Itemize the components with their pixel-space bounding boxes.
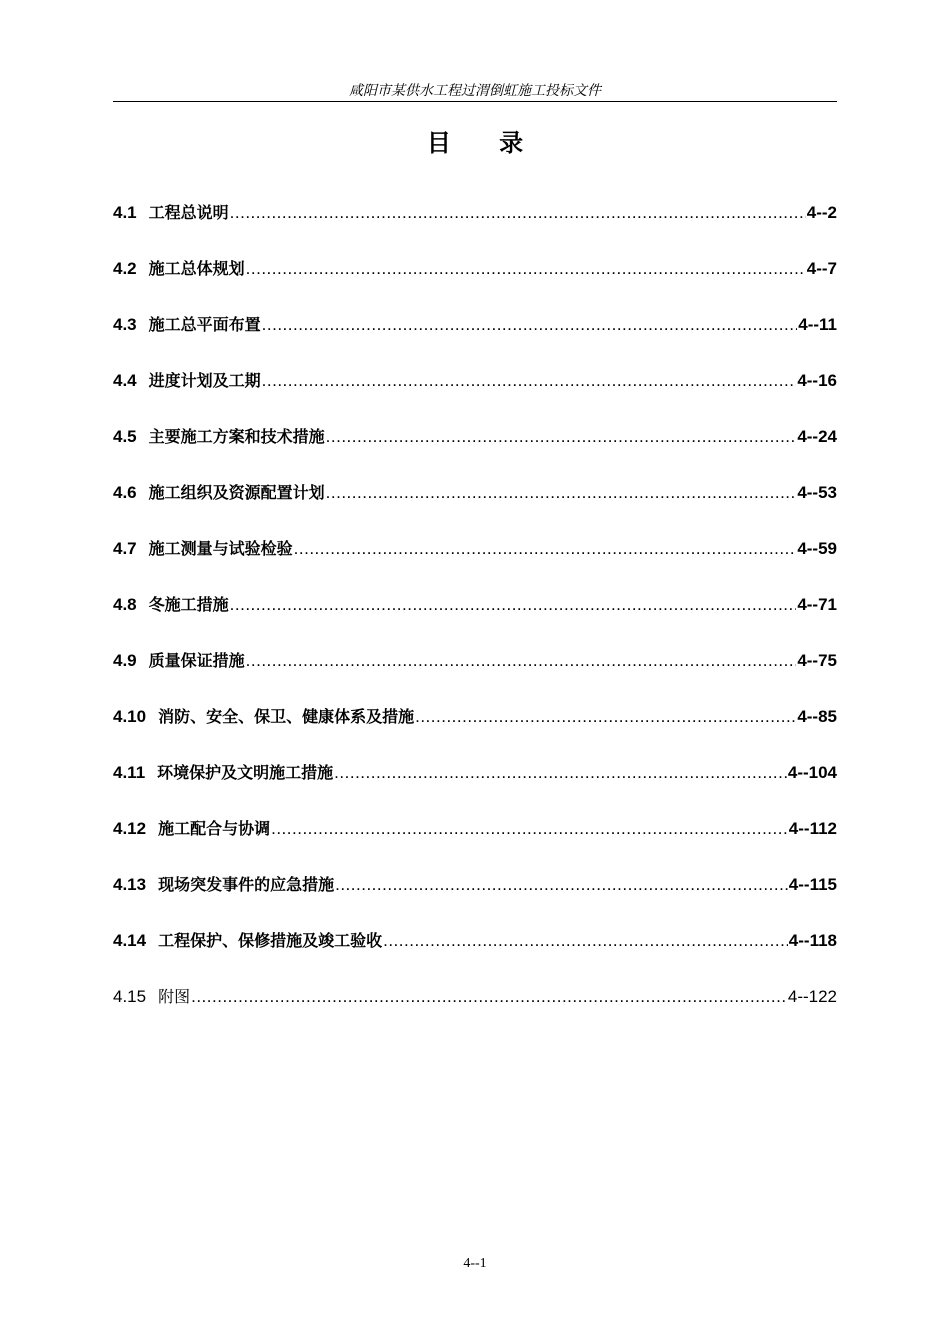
toc-entry-page: 4--24: [797, 427, 837, 446]
toc-entry-number: 4.13: [113, 875, 147, 894]
toc-entry[interactable]: [113, 984, 837, 1040]
toc-entry-number: 4.7: [113, 539, 137, 558]
toc-entry[interactable]: [113, 704, 837, 760]
toc-entry-number: 4.12: [113, 819, 147, 838]
toc-entry-number: 4.5: [113, 427, 137, 446]
toc-entry-title: 进度计划及工期: [148, 371, 261, 390]
toc-entry-number: 4.2: [113, 259, 137, 278]
toc-entry[interactable]: [113, 536, 837, 592]
toc-leader-dots: [271, 819, 788, 839]
toc-leader-dots: [191, 987, 787, 1007]
toc-leader-dots: [335, 875, 788, 895]
page-number: 4--1: [463, 1256, 487, 1271]
toc-entry-page: 4--85: [797, 707, 837, 726]
toc-entry[interactable]: [113, 424, 837, 480]
toc-entry-title: 工程保护、保修措施及竣工验收: [158, 931, 383, 950]
toc-entry-title: 消防、安全、保卫、健康体系及措施: [158, 707, 415, 726]
page-title: 目 录: [426, 129, 544, 157]
page-header: 咸阳市某供水工程过渭倒虹施工投标文件: [349, 83, 601, 99]
toc-entry-title: 施工总平面布置: [148, 315, 261, 334]
toc-entry[interactable]: [113, 256, 837, 312]
toc-leader-dots: [326, 483, 797, 503]
toc-entry-page: 4--16: [797, 371, 837, 390]
toc-entry-page: 4--122: [787, 987, 837, 1006]
toc-entry-page: 4--112: [788, 819, 837, 838]
toc-entry-number: 4.8: [113, 595, 137, 614]
toc-entry[interactable]: [113, 760, 837, 816]
toc-entry-page: 4--59: [797, 539, 837, 558]
toc-entry[interactable]: [113, 592, 837, 648]
toc-entry-title: 质量保证措施: [148, 651, 245, 670]
toc-entry-title: 现场突发事件的应急措施: [158, 875, 335, 894]
toc-entry[interactable]: [113, 648, 837, 704]
toc-entry-number: 4.15: [113, 987, 147, 1006]
table-of-contents: [113, 200, 837, 1040]
toc-entry-number: 4.3: [113, 315, 137, 334]
toc-entry-page: 4--104: [787, 763, 837, 782]
toc-leader-dots: [262, 315, 798, 335]
toc-entry-number: 4.11: [113, 763, 146, 782]
toc-leader-dots: [383, 931, 788, 951]
toc-entry[interactable]: [113, 200, 837, 256]
toc-entry-page: 4--53: [797, 483, 837, 502]
toc-entry-page: 4--2: [806, 203, 837, 222]
toc-leader-dots: [415, 707, 796, 727]
toc-leader-dots: [294, 539, 797, 559]
toc-entry-page: 4--118: [788, 931, 837, 950]
toc-entry-number: 4.1: [113, 203, 137, 222]
toc-entry[interactable]: [113, 480, 837, 536]
header-divider: [113, 101, 837, 102]
toc-entry[interactable]: [113, 312, 837, 368]
toc-entry-number: 4.9: [113, 651, 137, 670]
toc-entry-title: 施工总体规划: [148, 259, 245, 278]
toc-entry-title: 施工测量与试验检验: [148, 539, 293, 558]
toc-entry-page: 4--71: [797, 595, 837, 614]
toc-entry-title: 工程总说明: [148, 203, 229, 222]
toc-entry-number: 4.4: [113, 371, 137, 390]
toc-entry-page: 4--115: [788, 875, 837, 894]
toc-entry-title: 施工组织及资源配置计划: [148, 483, 325, 502]
toc-entry-title: 环境保护及文明施工措施: [157, 763, 334, 782]
toc-entry[interactable]: [113, 872, 837, 928]
toc-leader-dots: [246, 259, 806, 279]
toc-entry-page: 4--75: [797, 651, 837, 670]
toc-entry-title: 冬施工措施: [148, 595, 229, 614]
toc-entry[interactable]: [113, 816, 837, 872]
toc-entry[interactable]: [113, 928, 837, 984]
toc-entry-number: 4.6: [113, 483, 137, 502]
toc-leader-dots: [230, 203, 806, 223]
toc-entry-title: 施工配合与协调: [158, 819, 271, 838]
toc-leader-dots: [230, 595, 797, 615]
toc-leader-dots: [262, 371, 797, 391]
toc-leader-dots: [246, 651, 797, 671]
toc-entry-number: 4.14: [113, 931, 147, 950]
toc-leader-dots: [334, 763, 787, 783]
toc-entry[interactable]: [113, 368, 837, 424]
toc-entry-title: 主要施工方案和技术措施: [148, 427, 325, 446]
toc-entry-title: 附图: [158, 987, 191, 1006]
toc-leader-dots: [326, 427, 797, 447]
toc-entry-number: 4.10: [113, 707, 147, 726]
toc-entry-page: 4--11: [798, 315, 837, 334]
toc-entry-page: 4--7: [806, 259, 837, 278]
